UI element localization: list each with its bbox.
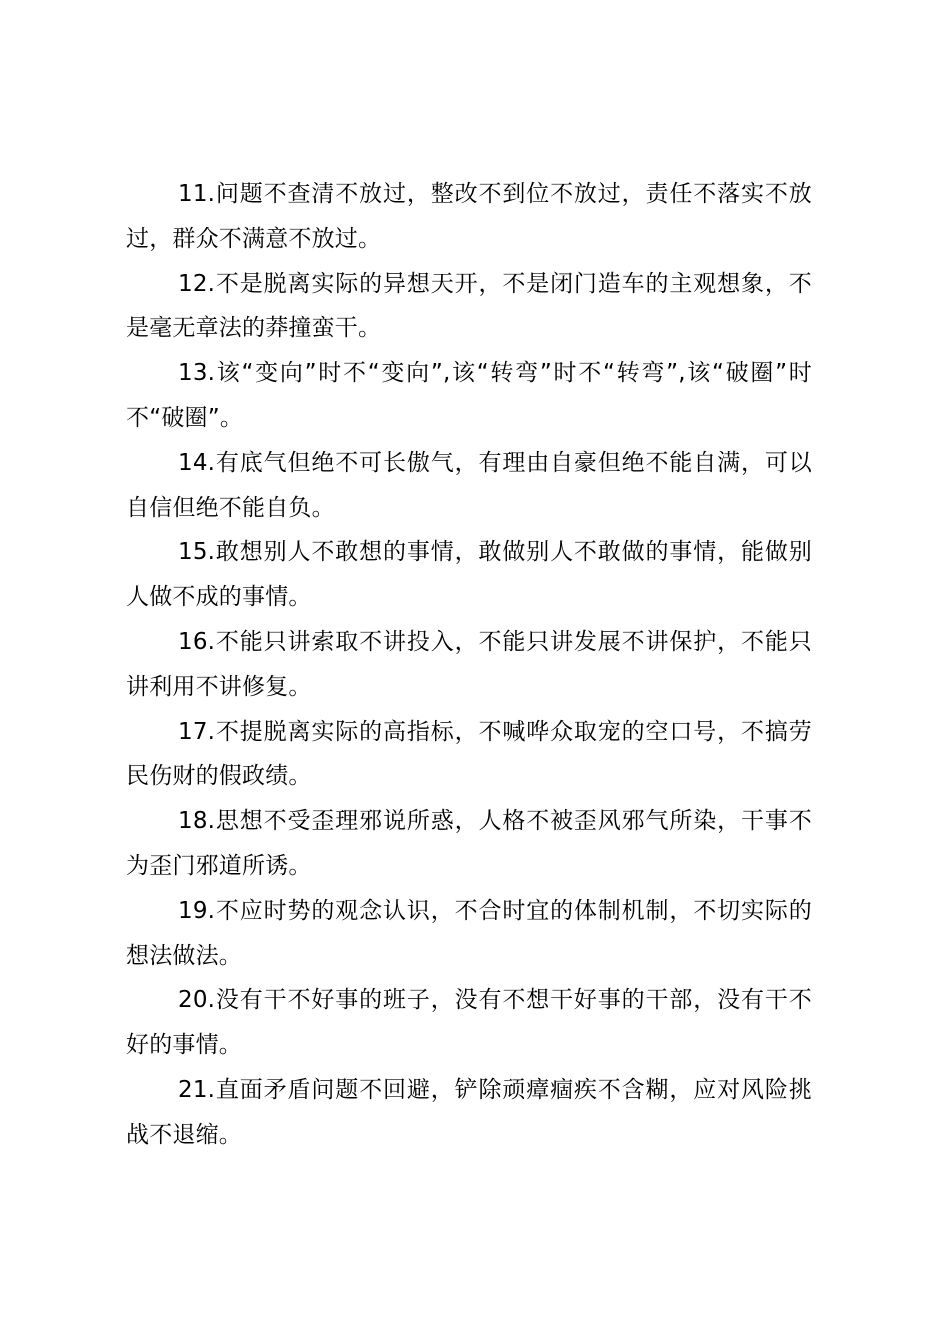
paragraph-12: 12.不是脱离实际的异想天开，不是闭门造车的主观想象，不是毫无章法的莽撞蛮干。: [126, 270, 812, 342]
paragraph-16: 16.不能只讲索取不讲投入，不能只讲发展不讲保护，不能只讲利用不讲修复。: [126, 628, 812, 700]
paragraph-14: 14.有底气但绝不可长傲气，有理由自豪但绝不能自满，可以自信但绝不能自负。: [126, 449, 812, 521]
paragraph-15: 15.敢想别人不敢想的事情，敢做别人不敢做的事情，能做别人做不成的事情。: [126, 539, 812, 611]
paragraph-13: 13.该“变向”时不“变向”,该“转弯”时不“转弯”,该“破圈”时不“破圈”。: [126, 360, 812, 431]
paragraph-21: 21.直面矛盾问题不回避，铲除顽瘴痼疾不含糊，应对风险挑战不退缩。: [126, 1076, 812, 1148]
paragraph-19: 19.不应时势的观念认识，不合时宜的体制机制，不切实际的想法做法。: [126, 897, 812, 969]
paragraph-17: 17.不提脱离实际的高指标，不喊哗众取宠的空口号，不搞劳民伤财的假政绩。: [126, 718, 812, 790]
document-body: [126, 172, 812, 1158]
paragraph-18: 18.思想不受歪理邪说所惑，人格不被歪风邪气所染，干事不为歪门邪道所诱。: [126, 808, 812, 879]
paragraph-20: 20.没有干不好事的班子，没有不想干好事的干部，没有干不好的事情。: [126, 987, 812, 1059]
paragraph-11: 11.问题不查清不放过，整改不到位不放过，责任不落实不放过，群众不满意不放过。: [126, 181, 812, 252]
